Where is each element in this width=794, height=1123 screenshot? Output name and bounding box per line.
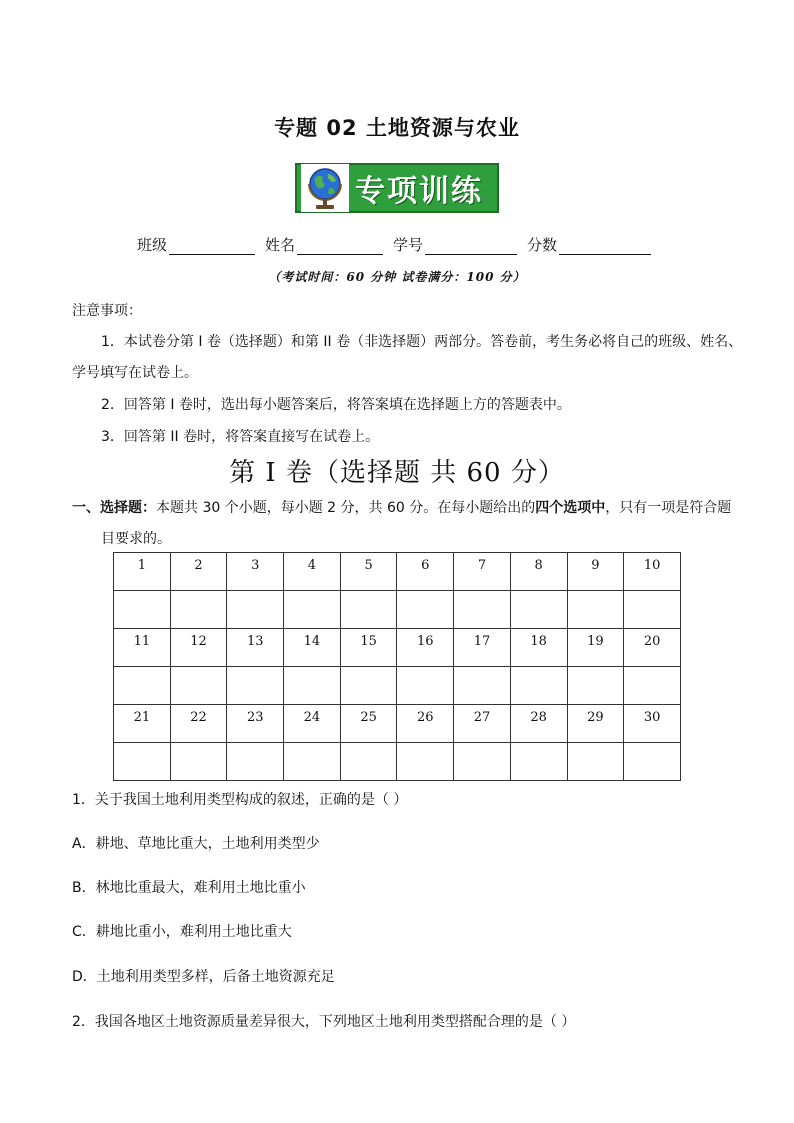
table-row-answers-3 [114, 743, 681, 781]
answer-cell[interactable] [114, 743, 171, 781]
student-info-fields [137, 234, 661, 255]
answer-cell[interactable] [170, 591, 227, 629]
answer-cell[interactable] [624, 743, 681, 781]
section-title: 第 I 卷（选择题 共 60 分） [229, 458, 565, 488]
question-number: 1 [114, 553, 171, 591]
question-number: 5 [340, 553, 397, 591]
question-number: 9 [567, 553, 624, 591]
intro-mid: 本题共 30 个小题，每小题 2 分，共 60 分。在每小题给出的 [156, 500, 536, 516]
question-number: 12 [170, 629, 227, 667]
table-row-answers-1 [114, 591, 681, 629]
student-id-label: 学号 [393, 236, 424, 254]
table-row-numbers-1 [114, 553, 681, 591]
question-number: 13 [227, 629, 284, 667]
answer-cell[interactable] [567, 743, 624, 781]
table-row-answers-2 [114, 667, 681, 705]
question-number: 22 [170, 705, 227, 743]
score-field[interactable] [559, 236, 651, 255]
answer-table [113, 552, 681, 781]
answer-cell[interactable] [284, 667, 341, 705]
table-row-numbers-2 [114, 629, 681, 667]
question-number: 3 [227, 553, 284, 591]
answer-cell[interactable] [170, 743, 227, 781]
question-number: 19 [567, 629, 624, 667]
question-number: 25 [340, 705, 397, 743]
question-number: 7 [454, 553, 511, 591]
answer-cell[interactable] [227, 667, 284, 705]
answer-cell[interactable] [340, 591, 397, 629]
question-number: 26 [397, 705, 454, 743]
notes-heading: 注意事项： [72, 303, 142, 319]
question-1: 1．关于我国土地利用类型构成的叙述，正确的是（ ） [72, 792, 408, 808]
question-number: 30 [624, 705, 681, 743]
intro-prefix: 一、选择题： [72, 500, 156, 516]
question-number: 15 [340, 629, 397, 667]
question-1-option-d: D．土地利用类型多样，后备土地资源充足 [72, 969, 335, 985]
question-number: 29 [567, 705, 624, 743]
question-1-option-c: C．耕地比重小，难利用土地比重大 [72, 924, 292, 940]
question-1-option-b: B．林地比重最大，难利用土地比重小 [72, 880, 306, 896]
answer-cell[interactable] [624, 591, 681, 629]
answer-cell[interactable] [284, 591, 341, 629]
exam-meta: （考试时间：60 分钟 试卷满分：100 分） [268, 270, 526, 284]
question-number: 8 [510, 553, 567, 591]
student-id-field[interactable] [425, 236, 517, 255]
note-item-3: 3．回答第 II 卷时，将答案直接写在试卷上。 [101, 429, 380, 445]
answer-cell[interactable] [114, 667, 171, 705]
question-number: 14 [284, 629, 341, 667]
banner [295, 163, 499, 213]
class-field[interactable] [169, 236, 255, 255]
section-intro [72, 497, 731, 517]
answer-cell[interactable] [510, 743, 567, 781]
score-label: 分数 [527, 236, 558, 254]
answer-cell[interactable] [454, 743, 511, 781]
answer-cell[interactable] [340, 667, 397, 705]
answer-cell[interactable] [567, 591, 624, 629]
question-number: 18 [510, 629, 567, 667]
question-number: 6 [397, 553, 454, 591]
answer-cell[interactable] [397, 591, 454, 629]
name-label: 姓名 [265, 236, 296, 254]
answer-cell[interactable] [454, 591, 511, 629]
answer-cell[interactable] [170, 667, 227, 705]
question-number: 17 [454, 629, 511, 667]
answer-cell[interactable] [567, 667, 624, 705]
answer-cell[interactable] [510, 667, 567, 705]
question-2: 2．我国各地区土地资源质量差异很大，下列地区土地利用类型搭配合理的是（ ） [72, 1014, 576, 1030]
answer-cell[interactable] [114, 591, 171, 629]
answer-cell[interactable] [624, 667, 681, 705]
answer-cell[interactable] [340, 743, 397, 781]
note-item-1a: 1．本试卷分第 I 卷（选择题）和第 II 卷（非选择题）两部分。答卷前，考生务必将自己的班级、姓名、 [101, 334, 743, 350]
question-number: 28 [510, 705, 567, 743]
question-number: 20 [624, 629, 681, 667]
question-number: 23 [227, 705, 284, 743]
answer-cell[interactable] [454, 667, 511, 705]
answer-cell[interactable] [510, 591, 567, 629]
question-number: 10 [624, 553, 681, 591]
answer-cell[interactable] [284, 743, 341, 781]
answer-cell[interactable] [227, 743, 284, 781]
note-item-1b: 学号填写在试卷上。 [72, 365, 198, 381]
answer-cell[interactable] [397, 743, 454, 781]
table-row-numbers-3 [114, 705, 681, 743]
question-1-option-a: A．耕地、草地比重大，土地利用类型少 [72, 836, 320, 852]
globe-icon [301, 164, 349, 212]
banner-text: 专项训练 [355, 174, 483, 209]
question-number: 16 [397, 629, 454, 667]
question-number: 4 [284, 553, 341, 591]
section-intro-line2: 目要求的。 [101, 531, 171, 547]
question-number: 27 [454, 705, 511, 743]
note-item-2: 2．回答第 I 卷时，选出每小题答案后，将答案填在选择题上方的答题表中。 [101, 397, 571, 413]
answer-cell[interactable] [397, 667, 454, 705]
question-number: 2 [170, 553, 227, 591]
intro-bold: 四个选项中 [535, 500, 606, 516]
question-number: 24 [284, 705, 341, 743]
name-field[interactable] [297, 236, 383, 255]
question-number: 11 [114, 629, 171, 667]
question-number: 21 [114, 705, 171, 743]
answer-cell[interactable] [227, 591, 284, 629]
page-title: 专题 02 土地资源与农业 [274, 116, 520, 140]
class-label: 班级 [137, 236, 168, 254]
intro-end: ，只有一项是符合题 [605, 500, 732, 516]
